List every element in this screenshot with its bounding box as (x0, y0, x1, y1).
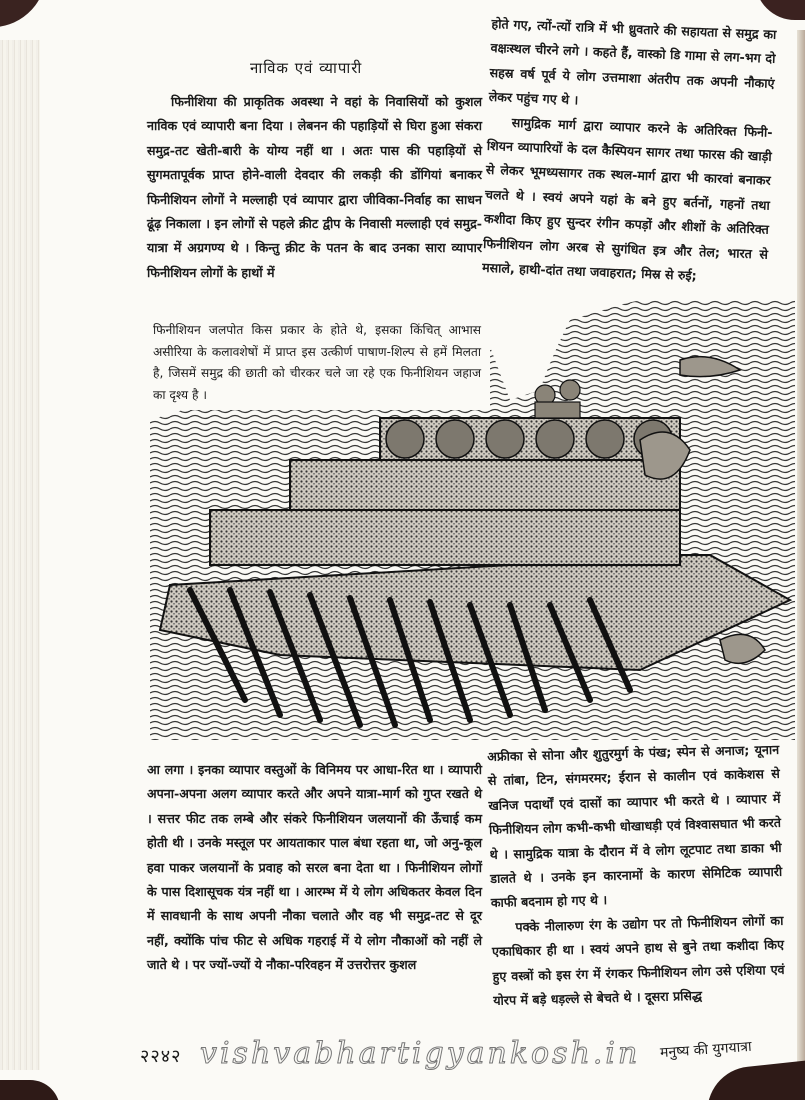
section-heading: नाविक एवं व्यापारी (250, 59, 363, 77)
paragraph: अफ्रीका से सोना और शुतुरमुर्ग के पंख; स्पेन से अनाज; यूनान से तांबा, टिन, संगमरमर; ईरान से कालीन एवं काकेशस से खनिज पदार्थों एवं दासों का व्यापार भी करते थे । व्यापार में फिनीशियन लोग कभी-कभी धोखाधड़ी एवं विश्वासघात भी करते थे । सामुद्रिक यात्रा के दौरान में वे लोग लूटपाट तथा डाका भी डालते थे । उनके इन कारनामों के कारण सेमिटिक व्यापारी काफी बदनाम हो गए थे । (487, 741, 783, 911)
watermark: vishvabhartigyankosh.in (200, 1036, 641, 1071)
paragraph: आ लगा । इनका व्यापार वस्तुओं के विनिमय पर आधा-रित था । व्यापारी अपना-अपना अलग व्यापार करते और अपने यात्रा-मार्ग को गुप्त रखते थे । सत्तर फीट तक लम्बे और संकरे फिनीशियन जलयानों की ऊँचाई कम होती थी । उनके मस्तूल पर आयताकार पाल बंधा रहता था, जो अनु-कूल हवा पाकर जलयानों के प्रवाह को सरल बना देता था । फिनीशियन लोगों के पास दिशासूचक यंत्र नहीं था । आरम्भ में ये लोग अधिकतर केवल दिन में सावधानी के साथ अपनी नौका चलाते और वह भी समुद्र-तट से दूर नहीं, क्योंकि पांच फीट से अधिक गहराई में ये लोग नौकाओं को नहीं ले जाते थे । पर ज्यों-ज्यों ये नौका-परिवहन में उत्तरोत्तर कुशल (147, 762, 482, 973)
running-title: मनुष्य की युगयात्रा (659, 1038, 753, 1062)
ship-upper-deck (290, 460, 680, 510)
right-column-top (482, 12, 777, 291)
binding-shadow (797, 30, 805, 1070)
cover-corner-top-left (0, 0, 53, 30)
cover-corner-bottom-left (0, 1080, 60, 1100)
paragraph: पक्के नीलारुण रंग के उद्योग पर तो फिनीशियन लोगों का एकाधिकार ही था । स्वयं अपने हाथ से बुने तथा कशीदा किए हुए वस्त्रों को इस रंग में रंगकर फिनीशियन लोग उसे एशिया एवं योरप में बड़े धड़ल्ले से बेचते थे । दूसरा प्रसिद्ध (491, 912, 785, 1008)
page-stack-edge (0, 40, 40, 1070)
ship-lower-deck (210, 510, 680, 565)
figure-caption: फिनीशियन जलपोत किस प्रकार के होते थे, इसका किंचित् आभास असीरिया के कलावशेषों में प्राप्त इस उत्कीर्ण पाषाण-शिल्प से हमें मिलता है, जिसमें समुद्र की छाती को चीरकर चले जा रहे एक फिनीशियन जहाज का दृश्य है । (153, 323, 481, 402)
cover-corner-bottom-right (703, 1059, 805, 1100)
paragraph: होते गए, त्यों-त्यों रात्रि में भी ध्रुवतारे की सहायता से समुद्र का वक्षःस्थल चीरने लगे । कहते हैं, वास्को डि गामा से लग-भग दो सहस्र वर्ष पूर्व ये लोग उत्तमाशा अंतरीप तक अपनी नौकाएं लेकर पहुंच गए थे । (488, 15, 777, 108)
cover-corner-top-right (755, 0, 805, 20)
right-column-bottom (487, 738, 785, 1014)
page-number: २२४२ (140, 1046, 182, 1067)
left-column-top (147, 90, 482, 285)
paragraph: फिनीशिया की प्राकृतिक अवस्था ने वहां के निवासियों को कुशल नाविक एवं व्यापारी बना दिया । लेबनन की पहाड़ियों से घिरा हुआ संकरा समुद्र-तट खेती-बारी के योग्य नहीं था । अतः पास की पहाड़ियों से सुगमतापूर्वक प्राप्त होने-वाली देवदार की लकड़ी की डोंगियां बनाकर फिनीशियन लोगों ने मल्लाही एवं व्यापार द्वारा जीविका-निर्वाह का साधन ढूंढ़ निकाला । इन लोगों से पहले क्रीट द्वीप के निवासी मल्लाही एवं समुद्र-यात्रा में अग्रगण्य थे । किन्तु क्रीट के पतन के बाद उनका सारा व्यापार फिनीशियन लोगों के हाथों में (147, 94, 482, 280)
left-column-bottom (147, 758, 482, 978)
paragraph: सामुद्रिक मार्ग द्वारा व्यापार करने के अतिरिक्त फिनी-शियन व्यापारियों के दल कैस्पियन सागर तथा फारस की खाड़ी से लेकर भूमध्यसागर तक स्थल-मार्ग द्वारा भी कारवां बनाकर चलते थे । स्वयं अपने यहां के बने हुए बर्तनों, गहनों तथा कशीदा किए हुए सुन्दर रंगीन कपड़ों और शीशों के अतिरिक्त फिनीशियन लोग अरब से सुगंधित इत्र और तेल; भारत से मसाले, हाथी-दांत तथा जवाहरात; मिस्र से रुई; (481, 114, 773, 284)
